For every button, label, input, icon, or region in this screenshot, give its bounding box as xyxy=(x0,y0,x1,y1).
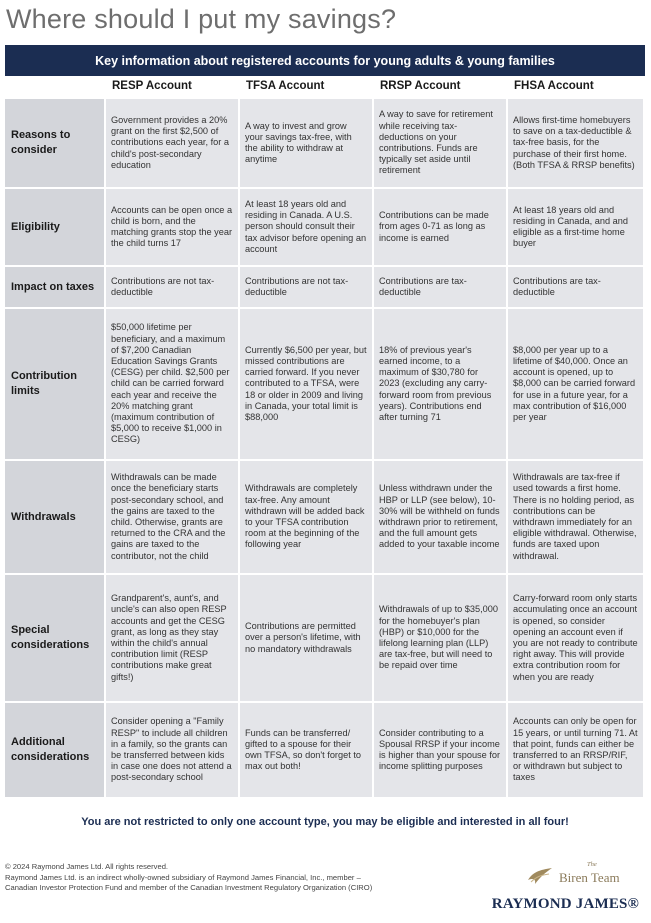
table-cell: Accounts can be open once a child is born, and the matching grants stop the year the child turns 17 xyxy=(106,189,240,267)
table-cell: Contributions are not tax-deductible xyxy=(240,267,374,309)
table-cell: Currently $6,500 per year, but missed contributions are carried forward. If you never contributed to a TFSA, were 18 or older in 2009 and living in Canada, your total limit is $88,000 xyxy=(240,309,374,461)
table-cell: Unless withdrawn under the HBP or LLP (see below), 10-30% will be withheld on funds withdrawn prior to retirement, and the full amount gets added to your taxable income xyxy=(374,461,508,575)
closing-statement: You are not restricted to only one account type, you may be eligible and interested in all four! xyxy=(81,816,569,828)
table-cell: Contributions are tax-deductible xyxy=(508,267,645,309)
table-row-taxes xyxy=(5,267,645,309)
table-cell: At least 18 years old and residing in Canada. A U.S. person should consult their tax advisor before opening an account xyxy=(240,189,374,267)
disclaimer-line-2: Canadian Investor Protection Fund and member of the Canadian Investment Regulatory Organization (CIRO) xyxy=(5,883,373,892)
table-row-withdrawals xyxy=(5,461,645,575)
disclaimer-line-1: Raymond James Ltd. is an indirect wholly-owned subsidiary of Raymond James Financial, Inc., member – xyxy=(5,872,361,882)
table-cell: Carry-forward room only starts accumulating once an account is opened, so consider opening an account even if you are not ready to contribute right away. This will provide extra contribution room for when you are ready xyxy=(508,575,645,703)
table-cell: Contributions can be made from ages 0-71 as long as income is earned xyxy=(374,189,508,267)
table-cell: Withdrawals of up to $35,000 for the homebuyer's plan (HBP) or $10,000 for the lifelong learning plan (LLP) are tax-free, but will need to be repaid over time xyxy=(374,575,508,703)
table-cell: Contributions are tax-deductible xyxy=(374,267,508,309)
row-label: Contribution limits xyxy=(5,309,106,461)
table-cell: Contributions are permitted over a person's lifetime, with no mandatory withdrawals xyxy=(240,575,374,703)
page-title: Where should I put my savings? xyxy=(6,4,397,34)
logo-area xyxy=(481,858,641,918)
table-row-eligibility xyxy=(5,189,645,267)
table-cell: Contributions are not tax-deductible xyxy=(106,267,240,309)
biren-team-logo xyxy=(527,861,637,888)
table-cell: 18% of previous year's earned income, to a maximum of $30,780 for 2023 (excluding any carry-forward room from previous years). Contributions end after turning 71 xyxy=(374,309,508,461)
table-header-row xyxy=(5,77,645,99)
table-cell: Grandparent's, aunt's, and uncle's can also open RESP accounts and get the CESG grant, as long as they stay within the child's annual contribution limit (RESP contributions make great gifts!) xyxy=(106,575,240,703)
table-cell: Withdrawals can be made once the beneficiary starts post-secondary school, and the gains are taxed to the child. Otherwise, grants are returned to the CRA and the gains are taxed to the contributor, not the child xyxy=(106,461,240,575)
copyright-line: © 2024 Raymond James Ltd. All rights reserved. xyxy=(5,862,169,871)
table-row-reasons xyxy=(5,99,645,189)
comparison-table xyxy=(5,77,645,799)
table-row-contribution-limits xyxy=(5,309,645,461)
table-cell: Funds can be transferred/ gifted to a spouse for their own TFSA, so don't forget to max out both! xyxy=(240,703,374,799)
column-header-fhsa: FHSA Account xyxy=(508,77,645,99)
biren-team-name: Biren Team xyxy=(559,870,620,885)
row-label: Additional considerations xyxy=(5,703,106,799)
column-header-rrsp: RRSP Account xyxy=(374,77,508,99)
row-label: Eligibility xyxy=(5,189,106,267)
table-cell: Government provides a 20% grant on the first $2,500 of contributions each year, for a child's post-secondary education xyxy=(106,99,240,189)
table-row-additional xyxy=(5,703,645,799)
table-row-special xyxy=(5,575,645,703)
legal-footer xyxy=(5,862,372,894)
table-cell: Withdrawals are completely tax-free. Any amount withdrawn will be added back to your TFSA contribution room at the beginning of the following year xyxy=(240,461,374,575)
column-header-tfsa: TFSA Account xyxy=(240,77,374,99)
table-cell: Accounts can only be open for 15 years, or until turning 71. At that point, funds can either be transferred to an RRSP/RIF, or withdrawn but subject to taxes xyxy=(508,703,645,799)
column-header-resp: RESP Account xyxy=(106,77,240,99)
table-cell: $50,000 lifetime per beneficiary, and a maximum of $7,200 Canadian Education Savings Grants (CESG) per child. $2,500 per child can be carried forward each year and receive the 20% matching grant (maximum contribution of $5,000 to receive $1,000 in CESG) xyxy=(106,309,240,461)
row-label: Reasons to consider xyxy=(5,99,106,189)
raymond-james-logo: RAYMOND JAMES® xyxy=(491,896,639,912)
row-label: Impact on taxes xyxy=(5,267,106,309)
row-label: Withdrawals xyxy=(5,461,106,575)
table-cell: Consider opening a "Family RESP" to include all children in a family, so the grants can be transferred between kids in case one does not attend a post-secondary school xyxy=(106,703,240,799)
table-cell: Withdrawals are tax-free if used towards a first home. There is no holding period, as contributions can be withdrawn immediately for an eligible withdrawal. Otherwise, funds are taxed upon withdrawal. xyxy=(508,461,645,575)
table-cell: A way to invest and grow your savings tax-free, with the ability to withdraw at anytime xyxy=(240,99,374,189)
row-label: Special considerations xyxy=(5,575,106,703)
biren-team-the: The xyxy=(587,861,597,868)
table-cell: At least 18 years old and residing in Canada, and and eligible as a first-time home buyer xyxy=(508,189,645,267)
table-cell: A way to save for retirement while receiving tax-deductions on your contributions. Funds are typically set aside until retirement xyxy=(374,99,508,189)
table-cell: Allows first-time homebuyers to save on a tax-deductible & tax-free basis, for the purchase of their first home. (Both TFSA & RRSP benefits) xyxy=(508,99,645,189)
corner-cell xyxy=(5,77,106,99)
table-banner: Key information about registered accounts for young adults & young families xyxy=(5,45,645,76)
table-cell: $8,000 per year up to a lifetime of $40,000. Once an account is opened, up to $8,000 can be carried forward for use in a future year, for a max contribution of $16,000 per year xyxy=(508,309,645,461)
table-cell: Consider contributing to a Spousal RRSP if your income is higher than your spouse for income splitting purposes xyxy=(374,703,508,799)
bird-icon xyxy=(527,866,553,886)
